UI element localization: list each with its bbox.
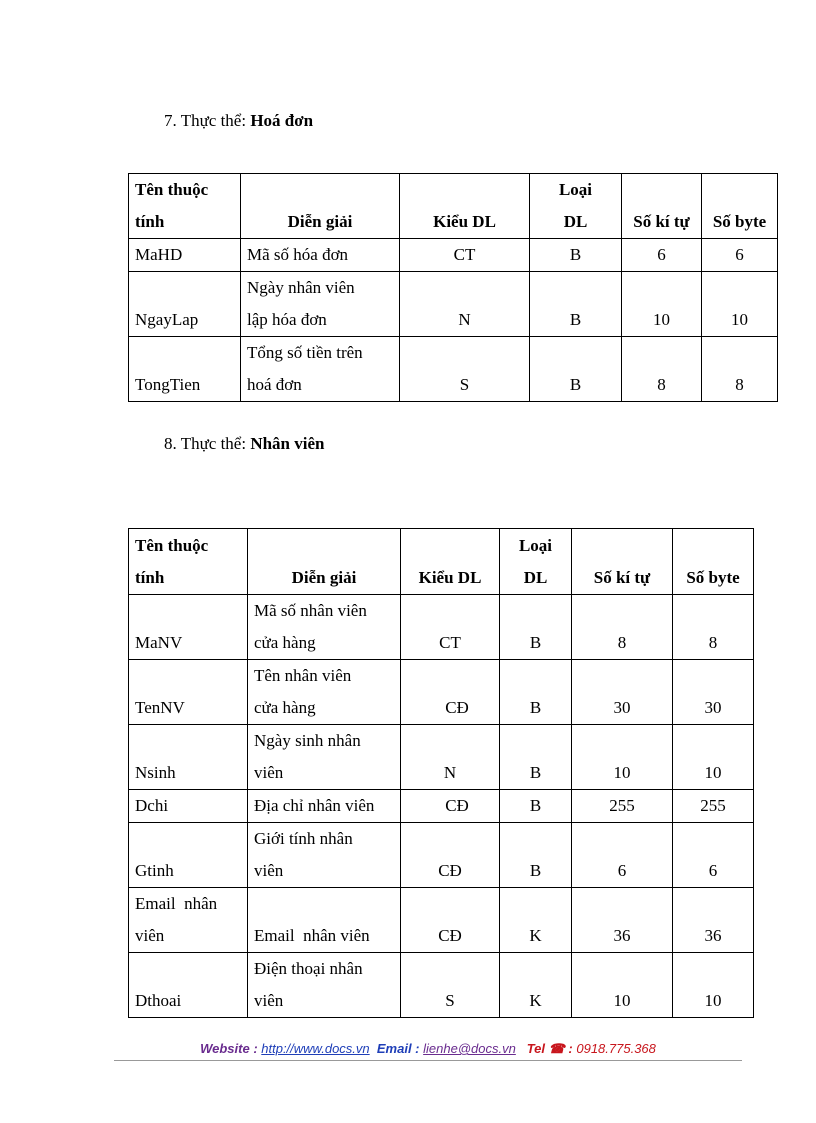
- table-row: [129, 660, 754, 725]
- table-row: [129, 790, 754, 823]
- cell-attribute-name: Dthoai: [129, 953, 248, 1018]
- section-7-entity-name: Hoá đơn: [250, 111, 314, 130]
- cell-data-type: CĐ: [401, 823, 500, 888]
- cell-attribute-name: Email nhân viên: [129, 888, 248, 953]
- header-data-kind: Loại DL: [530, 174, 622, 239]
- footer-website-label: Website :: [200, 1041, 262, 1056]
- cell-attribute-name: TenNV: [129, 660, 248, 725]
- table-row: [129, 272, 778, 337]
- table-row: [129, 823, 754, 888]
- section-8-entity-name: Nhân viên: [250, 434, 325, 453]
- cell-char-count: 6: [572, 823, 673, 888]
- cell-byte-count: 10: [673, 953, 754, 1018]
- cell-attribute-name: MaHD: [129, 239, 241, 272]
- footer-tel-value: 0918.775.368: [576, 1041, 656, 1056]
- cell-char-count: 36: [572, 888, 673, 953]
- cell-attribute-name: TongTien: [129, 337, 241, 402]
- cell-attribute-name: Dchi: [129, 790, 248, 823]
- header-byte-count: Số byte: [702, 174, 778, 239]
- cell-data-kind: B: [500, 660, 572, 725]
- cell-description: Mã số nhân viên cửa hàng: [248, 595, 401, 660]
- footer-email-link[interactable]: lienhe@docs.vn: [423, 1041, 516, 1056]
- cell-data-type: CĐ: [401, 660, 500, 725]
- cell-data-type: N: [400, 272, 530, 337]
- cell-description: Email nhân viên: [248, 888, 401, 953]
- cell-data-type: S: [400, 337, 530, 402]
- header-data-kind: Loại DL: [500, 529, 572, 595]
- table-header-row: [129, 529, 754, 595]
- cell-data-kind: B: [530, 239, 622, 272]
- cell-description: Mã số hóa đơn: [241, 239, 400, 272]
- cell-byte-count: 8: [673, 595, 754, 660]
- table-row: [129, 888, 754, 953]
- cell-char-count: 8: [622, 337, 702, 402]
- cell-byte-count: 6: [673, 823, 754, 888]
- header-data-type: Kiểu DL: [400, 174, 530, 239]
- cell-data-type: S: [401, 953, 500, 1018]
- table-row: [129, 239, 778, 272]
- cell-byte-count: 8: [702, 337, 778, 402]
- table-row: [129, 595, 754, 660]
- cell-description: Giới tính nhân viên: [248, 823, 401, 888]
- cell-data-type: CĐ: [401, 888, 500, 953]
- cell-data-type: CT: [401, 595, 500, 660]
- section-8-heading: [164, 434, 325, 454]
- cell-description: Điện thoại nhân viên: [248, 953, 401, 1018]
- cell-char-count: 255: [572, 790, 673, 823]
- footer-tel-label: Tel ☎ :: [526, 1041, 577, 1056]
- cell-char-count: 6: [622, 239, 702, 272]
- header-char-count: Số kí tự: [622, 174, 702, 239]
- header-char-count: Số kí tự: [572, 529, 673, 595]
- table-row: [129, 725, 754, 790]
- cell-char-count: 8: [572, 595, 673, 660]
- entity-table-hoa-don: [128, 173, 778, 402]
- cell-description: Địa chỉ nhân viên: [248, 790, 401, 823]
- cell-attribute-name: Gtinh: [129, 823, 248, 888]
- table-row: [129, 953, 754, 1018]
- cell-data-kind: B: [500, 790, 572, 823]
- cell-data-kind: B: [500, 595, 572, 660]
- cell-data-kind: K: [500, 888, 572, 953]
- cell-data-kind: K: [500, 953, 572, 1018]
- cell-description: Ngày sinh nhân viên: [248, 725, 401, 790]
- footer-website-link[interactable]: http://www.docs.vn: [261, 1041, 370, 1056]
- table-row: [129, 337, 778, 402]
- header-description: Diễn giải: [248, 529, 401, 595]
- header-description: Diễn giải: [241, 174, 400, 239]
- cell-attribute-name: MaNV: [129, 595, 248, 660]
- header-data-type: Kiểu DL: [401, 529, 500, 595]
- cell-attribute-name: NgayLap: [129, 272, 241, 337]
- footer-divider: [114, 1060, 742, 1061]
- cell-data-kind: B: [500, 823, 572, 888]
- cell-byte-count: 30: [673, 660, 754, 725]
- header-attribute-name: Tên thuộc tính: [129, 529, 248, 595]
- header-byte-count: Số byte: [673, 529, 754, 595]
- cell-data-type: N: [401, 725, 500, 790]
- entity-table-nhan-vien: [128, 528, 754, 1018]
- section-7-heading-prefix: 7. Thực thể:: [164, 111, 251, 130]
- cell-attribute-name: Nsinh: [129, 725, 248, 790]
- section-8-heading-prefix: 8. Thực thể:: [164, 434, 251, 453]
- cell-data-type: CT: [400, 239, 530, 272]
- cell-data-kind: B: [500, 725, 572, 790]
- cell-char-count: 10: [572, 953, 673, 1018]
- section-7-heading: [164, 111, 313, 131]
- cell-data-kind: B: [530, 337, 622, 402]
- cell-data-type: CĐ: [401, 790, 500, 823]
- cell-char-count: 30: [572, 660, 673, 725]
- cell-char-count: 10: [572, 725, 673, 790]
- cell-description: Ngày nhân viên lập hóa đơn: [241, 272, 400, 337]
- header-attribute-name: Tên thuộc tính: [129, 174, 241, 239]
- cell-byte-count: 10: [673, 725, 754, 790]
- cell-data-kind: B: [530, 272, 622, 337]
- cell-description: Tên nhân viên cửa hàng: [248, 660, 401, 725]
- cell-byte-count: 36: [673, 888, 754, 953]
- cell-byte-count: 6: [702, 239, 778, 272]
- cell-byte-count: 255: [673, 790, 754, 823]
- table-header-row: [129, 174, 778, 239]
- cell-description: Tổng số tiền trên hoá đơn: [241, 337, 400, 402]
- cell-char-count: 10: [622, 272, 702, 337]
- footer-email-label: Email :: [376, 1041, 424, 1056]
- page-footer: [114, 1040, 742, 1058]
- cell-byte-count: 10: [702, 272, 778, 337]
